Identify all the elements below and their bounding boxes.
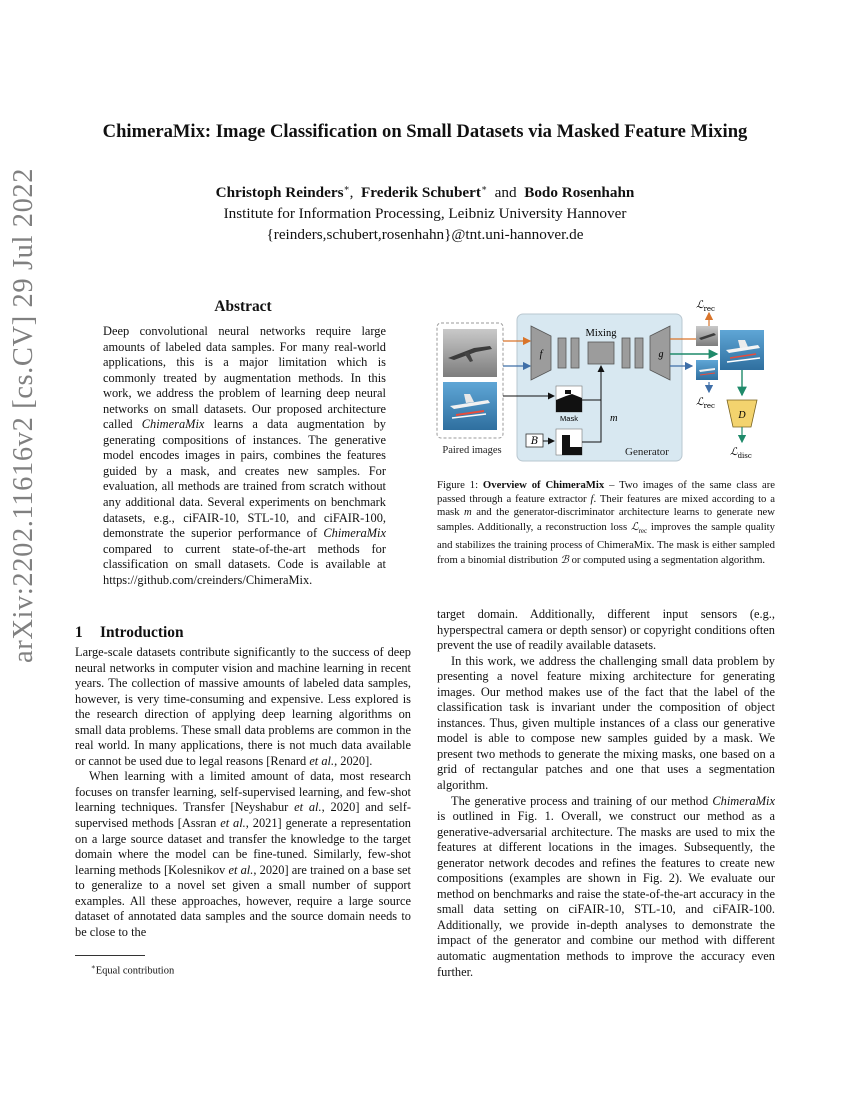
loss-symbol: ℒ [696, 396, 704, 408]
equal-mark-2: ∗ [480, 183, 488, 193]
author-3: Bodo Rosenhahn [524, 184, 635, 202]
text-span: , 2020]. [334, 753, 373, 768]
loss-symbol: ℒ [730, 446, 738, 458]
intro-paragraph-4 [437, 794, 775, 981]
caption-math-B: ℬ [560, 552, 569, 566]
author-1: Christoph Reinders [215, 184, 344, 202]
caption-bold: Overview of ChimeraMix [482, 479, 605, 491]
loss-rec-top [696, 299, 715, 313]
paired-images-label: Paired images [442, 445, 502, 456]
text-span: , 2020] are trained on a base set to generalize to a novel set given a small number of support examples. All these approaches, however, require a large source dataset of annotated data samples and the source domain needs to be close to the [75, 862, 412, 939]
left-column [75, 645, 411, 940]
section-number: 1 [75, 624, 83, 641]
generated-image [720, 330, 764, 370]
loss-disc [730, 446, 752, 460]
feature-bar [558, 338, 566, 368]
feature-bar [635, 338, 643, 368]
abstract-text-3: compared to current state-of-the-art methods for classification on small datasets. Code is available at https://github.com/creinders/ChimeraMix. [103, 541, 386, 587]
citation-etal: et al. [220, 816, 246, 831]
text-span: Large-scale datasets contribute significantly to the success of deep neural networks in computer vision and machine learning in recent years. The collection of massive amounts of labeled data samples, however, is very time-consuming and expensive. Less explored is the research direction of applying deep learning algorithms on small data problems. These small data problems are common in the real world. In many applications, there is not much data available or cannot be used due to legal reasons [Renard [75, 645, 411, 768]
caption-math-loss: ℒ [630, 520, 639, 534]
mixing-block [588, 342, 614, 364]
author-and: and [494, 184, 517, 202]
loss-symbol: ℒ [696, 299, 704, 311]
intro-paragraph-2 [75, 769, 411, 940]
encoder-f-label: f [539, 349, 543, 360]
abstract-em-1: ChimeraMix [141, 417, 205, 432]
decoder-g-label: g [658, 349, 664, 360]
arxiv-stamp: arXiv:2202.11616v2 [cs.CV] 29 Jul 2022 [8, 167, 39, 663]
loss-rec-bottom [696, 396, 715, 410]
paper-title: ChimeraMix: Image Classification on Small Datasets via Masked Feature Mixing [102, 121, 748, 142]
abstract-heading: Abstract [214, 298, 272, 315]
text-span: is outlined in Fig. 1. Overall, we construct our method as a generative-adversarial architecture. The masks are used to mix the features at different locations in the images. Subsequently, the generator network decodes and refines the features to create new compositions (examples are shown in Fig. 2). We evaluate our method on benchmarks and raise the state-of-the-art accuracy in the small data setting on ciFAIR-10, STL-10, and ciFAIR-100. Additionally, we provide in-depth analyses to demonstrate the impact of the generator and combine our method with different automatic augmentation methods to improve the accuracy even further. [437, 809, 775, 979]
caption-text: improves the sample quality and stabilizes the training process of ChimeraMix. The mask is either sampled from a binomial distribution [437, 521, 775, 566]
caption-text: – Two images of the same class are passed through a feature extractor [437, 479, 776, 505]
input-image-airplane [443, 329, 497, 377]
method-name-em: ChimeraMix [712, 793, 775, 808]
email: {reinders,schubert,rosenhahn}@tnt.uni-hannover.de [266, 226, 584, 244]
input-image-seaplane [443, 382, 497, 430]
text-span: , 2021] generate a representation on a large source dataset and transfer the knowledge to the target domain where the model can be fine-tuned. Similarly, few-shot learning methods [Kolesnikov [75, 816, 411, 877]
caption-label: Figure 1: [437, 479, 483, 491]
binomial-mask-image [556, 429, 582, 455]
affiliation: Institute for Information Processing, Leibniz University Hannover [223, 205, 627, 223]
mask-label: Mask [560, 414, 578, 423]
mask-m-label: m [610, 413, 618, 424]
intro-paragraph-1 [75, 645, 411, 769]
author-block [0, 178, 850, 245]
text-span: When learning with a limited amount of data, most research focuses on transfer learning, self-supervised learning, and few-shot learning techniques. Transfer [Neyshabur [75, 769, 411, 815]
section-heading-introduction [75, 624, 184, 642]
reconstructed-image-2 [696, 360, 718, 380]
text-span: The generative process and training of our method [451, 793, 713, 808]
feature-bar [622, 338, 630, 368]
author-sep: , [349, 184, 354, 202]
intro-paragraph-3: In this work, we address the challenging small data problem by presenting a novel feature mixing architecture for generating images. Our method makes use of the fact that the label of the classification task is invariant under the composition of object instances. Thus, given multiple instances of a class our generative model is able to compose new samples guided by a mask. We present two methods to generate the mixing masks, one based on a grid of rectangular patches and one that uses a segmentation algorithm. [437, 653, 775, 793]
footnote-rule [75, 955, 145, 956]
caption-math-m: m [464, 506, 472, 519]
section-title: Introduction [100, 624, 184, 641]
text-span: , 2020] and self-supervised methods [Assran [75, 800, 411, 831]
binomial-B-label: B [530, 436, 539, 447]
caption-text: and the generator-discriminator architecture learns to generate new samples. Additionally, a reconstruction loss [437, 506, 775, 534]
caption-text: . Their features are mixed according to a mask [437, 492, 775, 519]
citation-etal: et al. [294, 800, 322, 815]
abstract-body [103, 324, 386, 588]
figure-1-caption [437, 479, 775, 567]
citation-etal: et al. [309, 753, 335, 768]
abstract-text-2: learns a data augmentation by generating compositions of instances. The generative model encodes images in pairs, combines the features guided by a mask, and creates new samples. For evaluation, all methods are trained from scratch without any additional data. Several experiments on benchmark datasets, e.g., ciFAIR-10, STL-10, and ciFAIR-100, demonstrate the superior performance of [103, 417, 386, 541]
caption-math-loss-sub: rec [638, 527, 648, 536]
footnote-text: Equal contribution [95, 965, 175, 977]
intro-paragraph-continued: target domain. Additionally, different input sensors (e.g., hyperspectral camera or depth sensor) or copyright conditions often prevent the use of readily available datasets. [437, 607, 775, 653]
abstract-text-1: Deep convolutional neural networks require large amounts of labeled data samples. For many real-world applications, this is a major limitation which is commonly treated by augmentation methods. In this work, we address the problem of learning deep neural networks on small datasets. Our proposed architecture called [103, 324, 386, 432]
author-names [0, 178, 850, 203]
footnote [91, 963, 174, 977]
loss-subscript: rec [703, 402, 715, 410]
right-column [437, 607, 775, 980]
mixing-label: Mixing [585, 328, 617, 339]
equal-mark-1: ∗ [343, 183, 350, 193]
discriminator-label: D [738, 410, 746, 421]
figure-1-diagram [434, 296, 779, 466]
author-2: Frederik Schubert [361, 184, 481, 202]
reconstructed-image-1 [696, 326, 718, 346]
mask-image [556, 386, 582, 412]
citation-etal: et al. [228, 862, 254, 877]
caption-math-f: f [590, 492, 594, 505]
footnote-mark: ∗ [91, 963, 96, 971]
abstract-em-2: ChimeraMix [323, 526, 386, 541]
loss-subscript: rec [703, 305, 715, 313]
feature-bar [571, 338, 579, 368]
loss-subscript: disc [737, 452, 752, 460]
caption-text: or computed using a segmentation algorithm. [568, 553, 766, 566]
generator-label: Generator [625, 446, 669, 458]
